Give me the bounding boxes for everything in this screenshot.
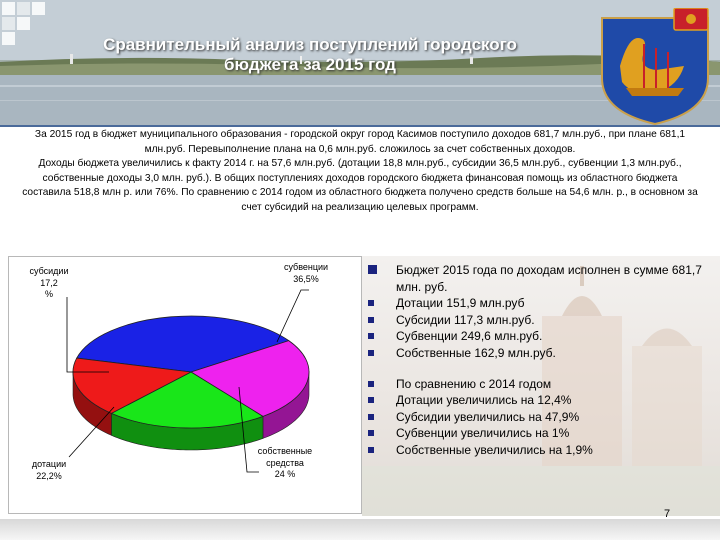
label-dotations xyxy=(19,459,79,482)
list-item xyxy=(366,425,711,442)
bullet-square-icon xyxy=(368,265,377,274)
bullet-square-icon xyxy=(368,447,374,453)
leader-line-subventions xyxy=(277,290,309,342)
list-item xyxy=(366,409,711,426)
label-subsidies-value: 17,2 xyxy=(40,277,58,288)
bullet-square-icon xyxy=(368,430,374,436)
bullet-square-icon xyxy=(368,350,374,356)
list-item xyxy=(366,376,711,393)
label-own-name-2: средства xyxy=(266,457,304,468)
divider xyxy=(0,125,720,127)
title-line-2: бюджета за 2015 год xyxy=(224,55,396,74)
bullet-text: Собственные 162,9 млн.руб. xyxy=(396,345,556,360)
list-item xyxy=(366,442,711,459)
bullet-text: По сравнению с 2014 годом xyxy=(396,376,552,391)
bullet-text: Субсидии 117,3 млн.руб. xyxy=(396,312,535,327)
label-subsidies-name: субсидии xyxy=(29,266,69,276)
city-coat-of-arms-icon xyxy=(598,8,712,126)
bullet-text: Субвенции 249,6 млн.руб. xyxy=(396,329,543,344)
bullet-square-icon xyxy=(368,300,374,306)
bullet-square-icon xyxy=(368,381,374,387)
footer-bar xyxy=(0,519,720,540)
summary-bullets xyxy=(366,262,711,459)
label-subventions xyxy=(271,262,341,285)
page-title xyxy=(40,35,580,75)
list-item xyxy=(366,262,711,295)
bullet-square-icon xyxy=(368,414,374,420)
bullet-text: Собственные увеличились на 1,9% xyxy=(396,442,593,457)
label-dotations-name: дотации xyxy=(31,459,67,469)
label-subsidies-unit: % xyxy=(44,289,53,299)
label-subsidies xyxy=(19,266,79,301)
bullet-text: Субвенции увеличились на 1% xyxy=(396,426,570,441)
label-own xyxy=(247,446,323,481)
list-item xyxy=(366,295,711,312)
list-item xyxy=(366,328,711,345)
list-item xyxy=(366,392,711,409)
label-own-name-1: собственные xyxy=(257,446,313,456)
title-line-1: Сравнительный анализ поступлений городского xyxy=(103,35,517,54)
bullet-square-icon xyxy=(368,397,374,403)
bullet-text: Субсидии увеличились на 47,9% xyxy=(396,409,580,424)
label-subventions-name: субвенции xyxy=(283,262,329,272)
label-own-value: 24 % xyxy=(274,469,296,479)
bullet-text: Дотации увеличились на 12,4% xyxy=(396,393,572,408)
list-item xyxy=(366,345,711,362)
bullet-text: Бюджет 2015 года по доходам исполнен в сумме 681,7 млн. руб. xyxy=(396,263,702,294)
revenue-pie-chart xyxy=(8,256,362,514)
page-number: 7 xyxy=(664,508,671,520)
label-subventions-value: 36,5% xyxy=(293,273,319,284)
bullet-text: Дотации 151,9 млн.руб xyxy=(396,296,525,311)
bullet-square-icon xyxy=(368,333,374,339)
bullet-square-icon xyxy=(368,317,374,323)
intro-paragraph-1: За 2015 год в бюджет муниципального образования - городской округ город Касимов поступило доходов 681,7 млн.руб., при плане 681,1 млн.руб. Перевыполнение плана на 0,6 млн.руб. сложилось за счет собственных доходов. xyxy=(34,129,686,155)
list-item xyxy=(366,312,711,329)
label-dotations-value: 22,2% xyxy=(36,470,62,481)
intro-paragraph-2: Доходы бюджета увеличились к факту 2014 г. на 57,6 млн.руб. (дотации 18,8 млн.руб., субсидии 36,5 млн.руб., субвенции 1,3 млн.руб., собственные доходы 3,0 млн. руб.). В общих поступлениях доходов городского бюджета финансовая помощь из областного бюджета составила 518,8 млн р. или 76%. По сравнению с 2014 годом из областного бюджета получено средств больше на 54,6 млн. р., в основном за счет субсидий на реализацию целевых программ. xyxy=(22,158,698,213)
intro-text xyxy=(18,128,702,216)
